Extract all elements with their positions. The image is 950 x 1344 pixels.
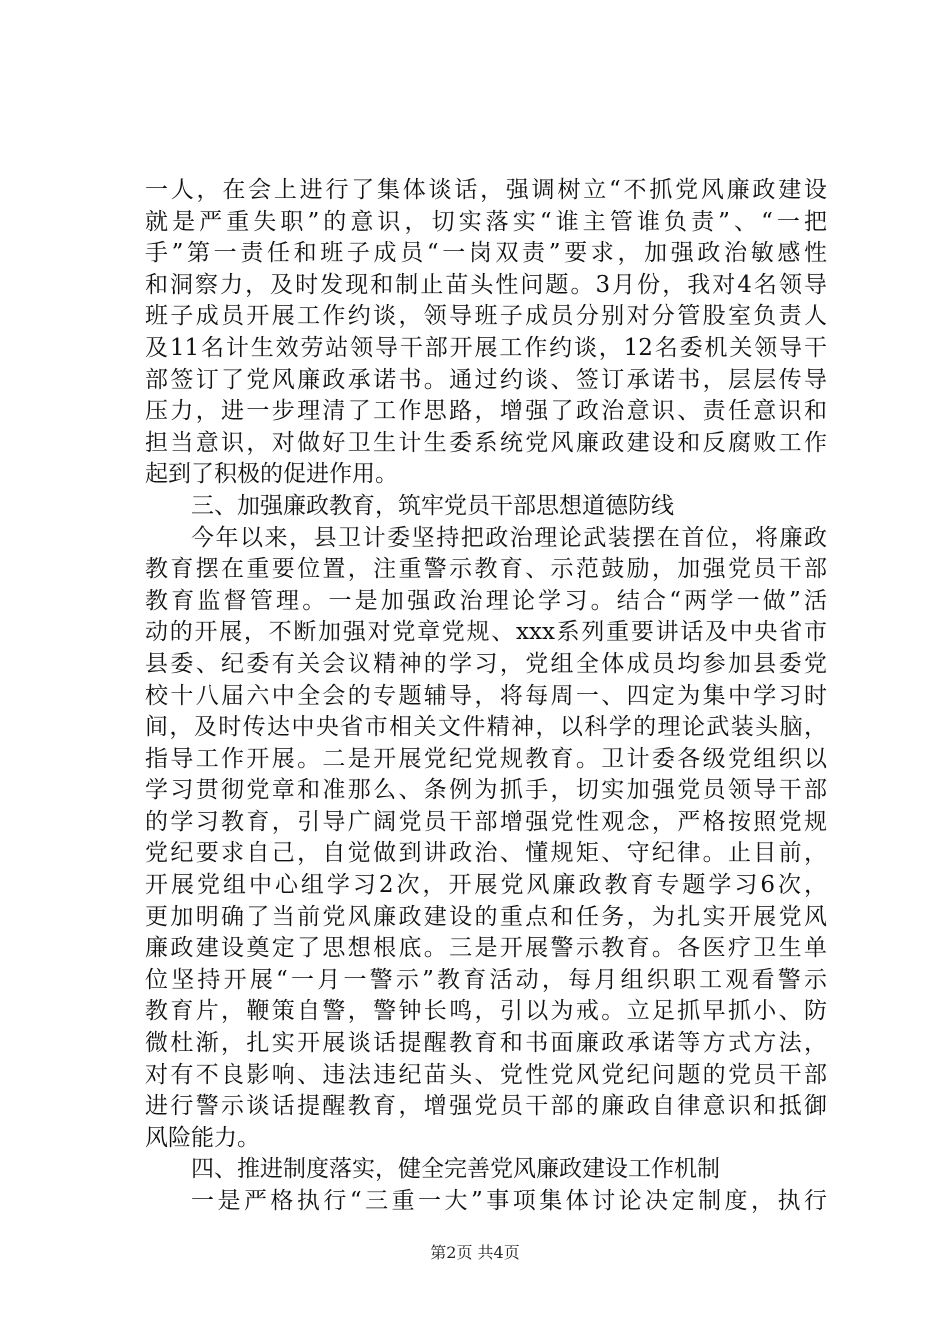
paragraph-line: 更加明确了当前党风廉政建设的重点和任务，为扎实开展党风: [145, 903, 827, 930]
paragraph-line: 就是严重失职”的意识，切实落实“谁主管谁负责”、“一把: [145, 208, 827, 235]
paragraph-line: 和洞察力，及时发现和制止苗头性问题。3月份，我对4名领导: [145, 271, 827, 298]
paragraph-line: 教育摆在重要位置，注重警示教育、示范鼓励，加强党员干部: [145, 556, 827, 583]
paragraph-line: 教育片，鞭策自警，警钟长鸣，引以为戒。立足抓早抓小、防: [145, 998, 827, 1025]
section-heading: 三、加强廉政教育，筑牢党员干部思想道德防线: [191, 492, 674, 519]
section-heading: 四、推进制度落实，健全完善党风廉政建设工作机制: [191, 1156, 720, 1183]
paragraph-line: 动的开展，不断加强对党章党规、xxx系列重要讲话及中央省市: [145, 619, 827, 646]
paragraph-line: 位坚持开展“一月一警示”教育活动，每月组织职工观看警示: [145, 966, 827, 993]
paragraph-line: 的学习教育，引导广阔党员干部增强党性观念，严格按照党规: [145, 808, 827, 835]
paragraph-line: 校十八届六中全会的专题辅导，将每周一、四定为集中学习时: [145, 682, 827, 709]
paragraph-line: 进行警示谈话提醒教育，增强党员干部的廉政自律意识和抵御: [145, 1093, 827, 1120]
paragraph-line: 指导工作开展。二是开展党纪党规教育。卫计委各级党组织以: [145, 745, 827, 772]
paragraph-line: 及11名计生效劳站领导干部开展工作约谈，12名委机关领导干: [145, 334, 827, 361]
paragraph-line: 微杜渐，扎实开展谈话提醒教育和书面廉政承诺等方式方法，: [145, 1030, 827, 1057]
paragraph-line: 起到了积极的促进作用。: [145, 461, 398, 488]
paragraph-line: 担当意识，对做好卫生计生委系统党风廉政建设和反腐败工作: [145, 429, 827, 456]
paragraph-line: 部签订了党风廉政承诺书。通过约谈、签订承诺书，层层传导: [145, 366, 827, 393]
paragraph-line: 今年以来，县卫计委坚持把政治理论武装摆在首位，将廉政: [191, 524, 827, 551]
page-footer: 第2页 共4页: [430, 1243, 520, 1262]
paragraph-line: 县委、纪委有关会议精神的学习，党组全体成员均参加县委党: [145, 650, 827, 677]
paragraph-line: 廉政建设奠定了思想根底。三是开展警示教育。各医疗卫生单: [145, 935, 827, 962]
paragraph-line: 一人，在会上进行了集体谈话，强调树立“不抓党风廉政建设: [145, 177, 827, 203]
paragraph-line: 教育监督管理。一是加强政治理论学习。结合“两学一做”活: [145, 587, 827, 614]
paragraph-line: 手”第一责任和班子成员“一岗双责”要求，加强政治敏感性: [145, 240, 827, 267]
paragraph-line: 间，及时传达中央省市相关文件精神，以科学的理论武装头脑，: [145, 714, 827, 741]
paragraph-line: 学习贯彻党章和准那么、条例为抓手，切实加强党员领导干部: [145, 777, 827, 804]
paragraph-line: 对有不良影响、违法违纪苗头、党性党风党纪问题的党员干部: [145, 1061, 827, 1088]
paragraph-line: 一是严格执行“三重一大”事项集体讨论决定制度，执行: [191, 1188, 827, 1214]
paragraph-line: 压力，进一步理清了工作思路，增强了政治意识、责任意识和: [145, 398, 827, 425]
paragraph-line: 开展党组中心组学习2次，开展党风廉政教育专题学习6次，: [145, 872, 827, 899]
paragraph-line: 风险能力。: [145, 1124, 260, 1151]
paragraph-line: 班子成员开展工作约谈，领导班子成员分别对分管股室负责人: [145, 303, 827, 330]
document-body: [145, 175, 827, 1218]
paragraph-line: 党纪要求自己，自觉做到讲政治、懂规矩、守纪律。止目前，: [145, 840, 827, 867]
